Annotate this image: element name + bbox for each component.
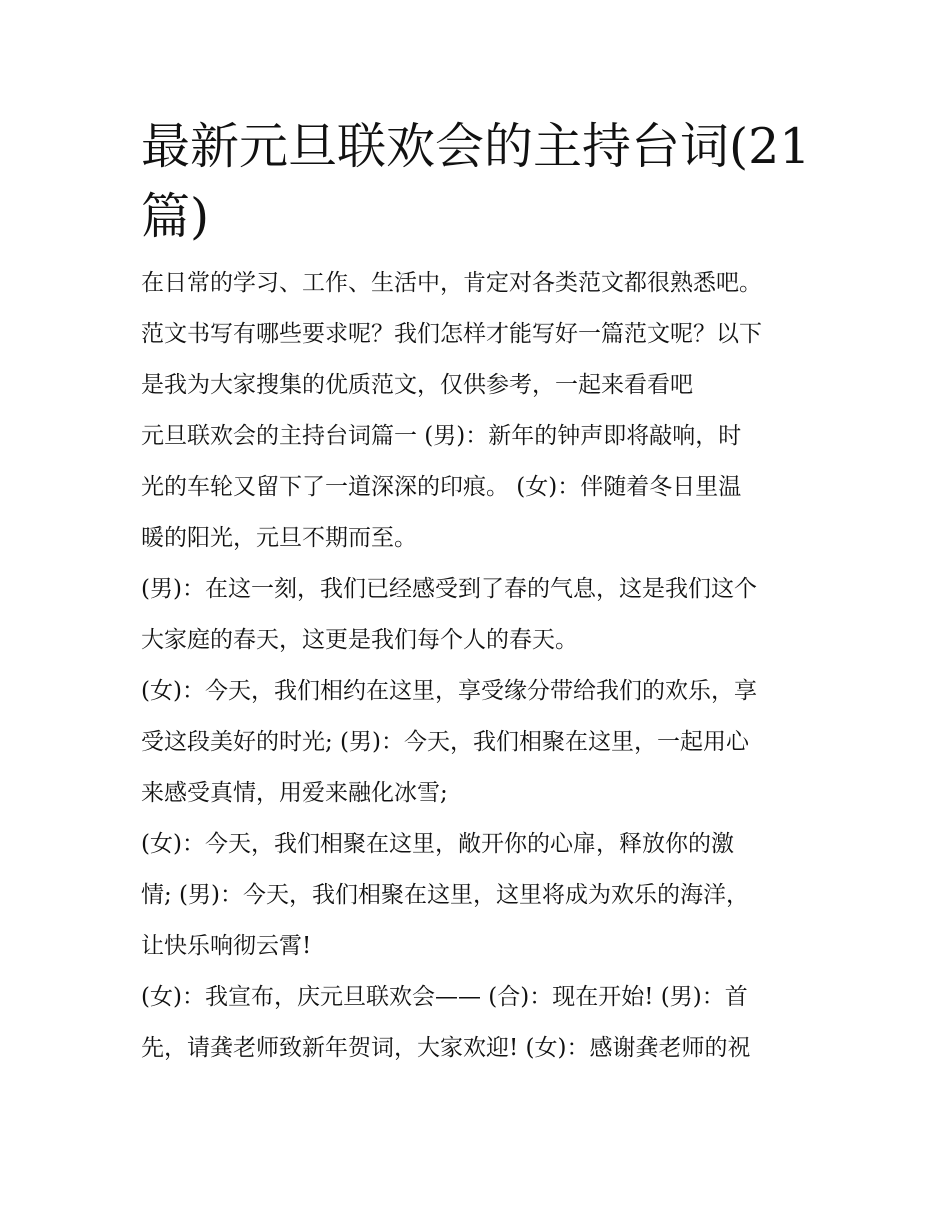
text-line: (女)：今天，我们相聚在这里，敞开你的心扉，释放你的激: [141, 831, 734, 857]
text-line: 范文书写有哪些要求呢？我们怎样才能写好一篇范文呢？以下: [141, 321, 762, 347]
document-body: [141, 258, 821, 1074]
text-line: 先，请龚老师致新年贺词，大家欢迎! (女)：感谢龚老师的祝: [141, 1035, 751, 1061]
title-line-2: 篇): [141, 188, 210, 245]
document-title: [141, 112, 821, 252]
text-line: (女)：今天，我们相约在这里，享受缘分带给我们的欢乐，享: [141, 678, 757, 704]
text-line: 光的车轮又留下了一道深深的印痕。 (女)：伴随着冬日里温: [141, 474, 742, 500]
text-line: 大家庭的春天，这更是我们每个人的春天。: [141, 627, 578, 653]
text-line: 在日常的学习、工作、生活中，肯定对各类范文都很熟悉吧。: [141, 270, 762, 296]
text-line: (男)：在这一刻，我们已经感受到了春的气息，这是我们这个: [141, 576, 757, 602]
title-line-1: 最新元旦联欢会的主持台词(21: [141, 118, 811, 175]
text-line: 来感受真情，用爱来融化冰雪;: [141, 780, 448, 806]
text-line: (女)：我宣布，庆元旦联欢会—— (合)：现在开始! (男)：首: [141, 984, 748, 1010]
text-line: 让快乐响彻云霄!: [141, 933, 312, 959]
text-line: 暖的阳光，元旦不期而至。: [141, 525, 417, 551]
text-line: 情; (男)：今天，我们相聚在这里，这里将成为欢乐的海洋，: [141, 882, 750, 908]
text-line: 是我为大家搜集的优质范文，仅供参考，一起来看看吧: [141, 372, 693, 398]
text-line: 元旦联欢会的主持台词篇一 (男)：新年的钟声即将敲响，时: [141, 423, 742, 449]
text-line: 受这段美好的时光; (男)：今天，我们相聚在这里，一起用心: [141, 729, 750, 755]
document-content: [141, 112, 821, 1074]
